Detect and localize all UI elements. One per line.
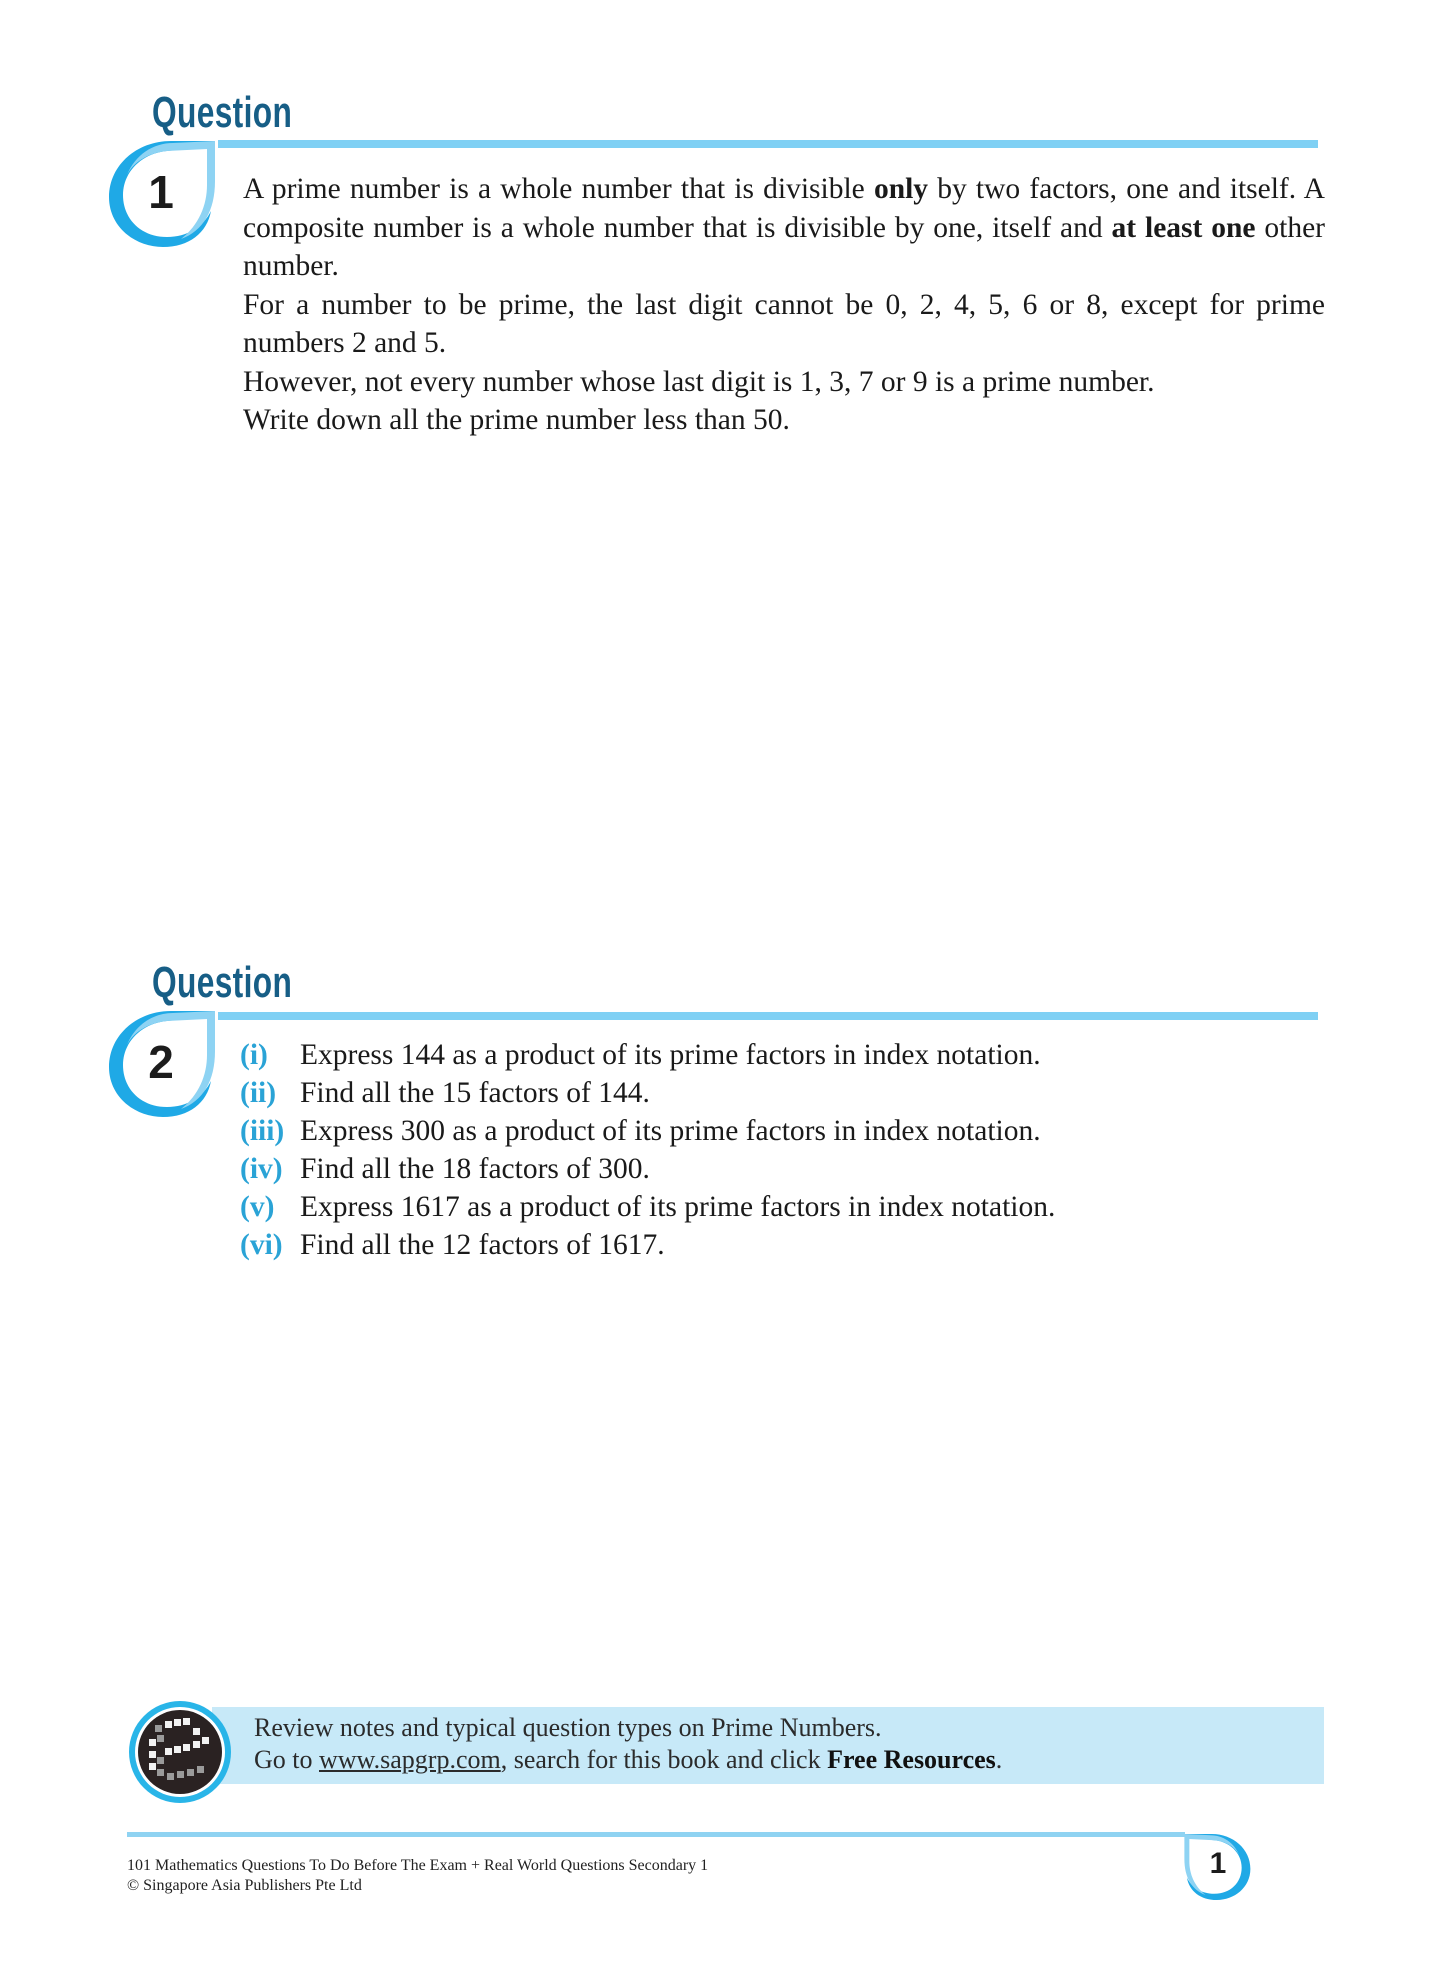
part-label: (vi) [240, 1229, 283, 1261]
question-2-heading: Question [152, 958, 293, 1007]
page-number-badge [1184, 1834, 1252, 1900]
question-1-heading: Question [152, 88, 293, 137]
question-1-number: 1 [148, 166, 174, 218]
question-1-paragraph-definition [243, 170, 1325, 286]
text-segment: by two factors, one and itself. A composite number is a whole number that is divisible by one, itself and [243, 173, 1325, 244]
footer-divider [127, 1832, 1185, 1837]
question-2-part [240, 1074, 1322, 1112]
part-label: (i) [240, 1039, 268, 1071]
question-1-divider [218, 140, 1318, 148]
part-text: Find all the 12 factors of 1617. [300, 1229, 665, 1261]
part-label: (iii) [240, 1115, 285, 1147]
part-text: Express 1617 as a product of its prime factors in index notation. [300, 1191, 1056, 1223]
text-segment: A prime number is a whole number that is divisible [243, 173, 874, 205]
sapgrp-link[interactable]: www.sapgrp.com [319, 1745, 501, 1774]
question-1-paragraph-task: Write down all the prime number less than 50. [243, 404, 790, 436]
emphasis-at-least-one: at least one [1111, 211, 1256, 244]
question-2-part [240, 1150, 1322, 1188]
text-segment: . [995, 1745, 1003, 1774]
resource-banner-text [254, 1712, 1002, 1776]
free-resources-label: Free Resources [827, 1745, 996, 1774]
footer-text [127, 1856, 708, 1896]
copyright: © Singapore Asia Publishers Pte Ltd [127, 1877, 362, 1894]
question-2-part [240, 1188, 1322, 1226]
resource-banner-line-2 [254, 1744, 1002, 1776]
question-2-part [240, 1226, 1322, 1264]
text-segment: other number. [243, 211, 1325, 282]
question-1-number-badge [107, 141, 215, 247]
question-1-paragraph-last-digit: For a number to be prime, the last digit cannot be 0, 2, 4, 5, 6 or 8, except for prime numbers 2 and 5. [243, 288, 1325, 359]
question-1-body [243, 170, 1325, 440]
book-title: 101 Mathematics Questions To Do Before The Exam + Real World Questions Secondary 1 [127, 1857, 709, 1874]
text-segment: Go to [254, 1745, 319, 1774]
page-number: 1 [1209, 1847, 1227, 1880]
resource-banner-line-1: Review notes and typical question types on Prime Numbers. [254, 1713, 882, 1742]
question-2-parts [240, 1036, 1322, 1264]
question-2-part [240, 1036, 1322, 1074]
question-1-paragraph-however: However, not every number whose last digit is 1, 3, 7 or 9 is a prime number. [243, 365, 1155, 398]
part-text: Find all the 15 factors of 144. [300, 1077, 650, 1109]
part-text: Find all the 18 factors of 300. [300, 1153, 650, 1185]
question-2-number: 2 [148, 1036, 174, 1088]
part-label: (iv) [240, 1153, 283, 1185]
question-2-part [240, 1112, 1322, 1150]
part-text: Express 144 as a product of its prime factors in index notation. [300, 1039, 1041, 1071]
sap-resource-logo-icon [127, 1699, 233, 1805]
question-2-divider [218, 1012, 1318, 1020]
part-text: Express 300 as a product of its prime factors in index notation. [300, 1115, 1041, 1147]
question-2-number-badge [107, 1011, 215, 1117]
part-label: (ii) [240, 1077, 277, 1109]
part-label: (v) [240, 1191, 275, 1223]
emphasis-only: only [873, 173, 929, 205]
text-segment: , search for this book and click [500, 1745, 828, 1774]
